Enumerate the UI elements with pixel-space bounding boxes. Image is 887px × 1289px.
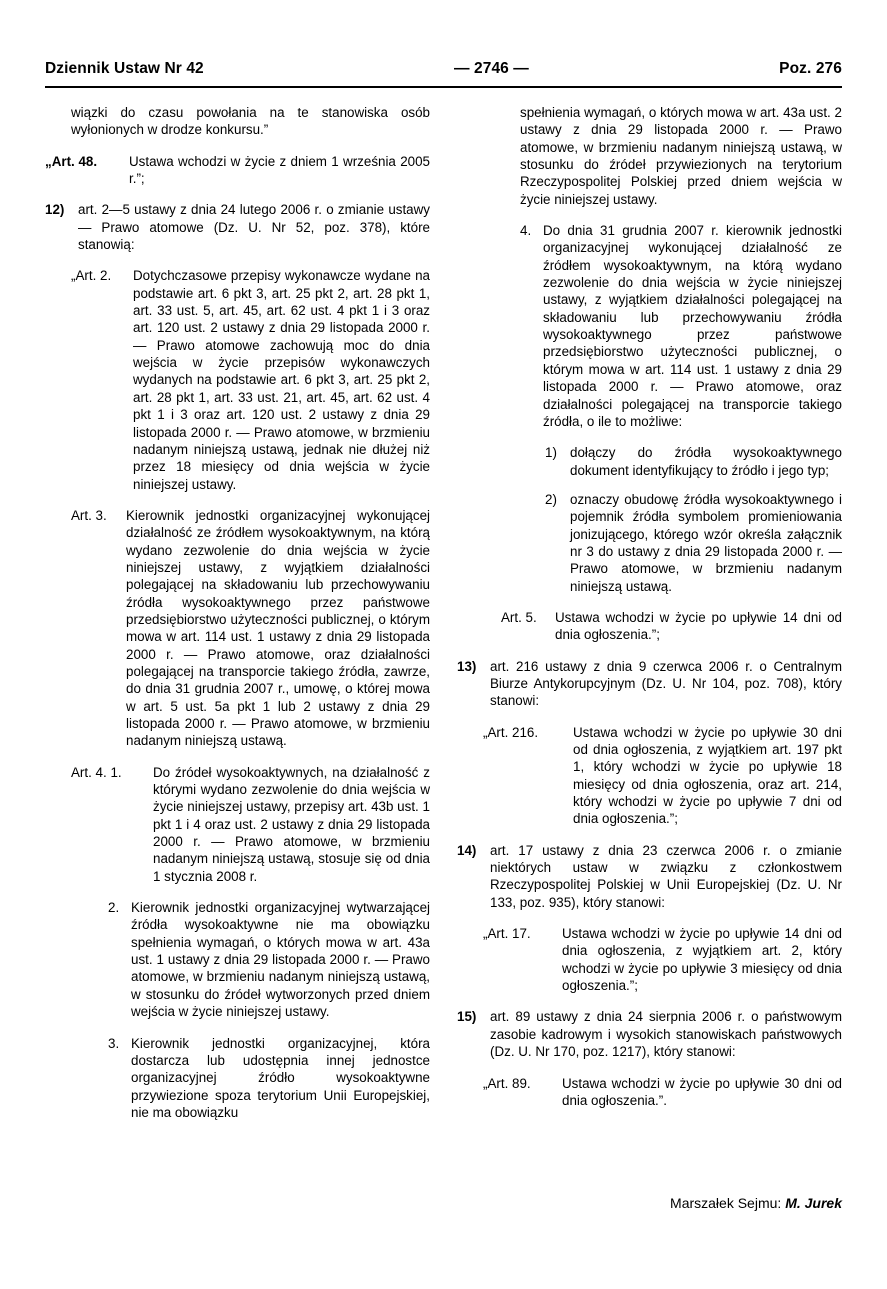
signature-block	[654, 1179, 842, 1227]
signature-role: Marszałek Sejmu:	[670, 1195, 786, 1211]
paragraph-continuation: wiązki do czasu powołania na te stanowiska osób wyłonionych w drodze konkursu.”	[71, 105, 434, 138]
paragraph-continuation-right: spełnienia wymagań, o których mowa w art. 43a ust. 2 ustawy z dnia 29 listopada 2000 r. — Prawo atomowe, w brzmieniu nadanym niniejszą ustawą, w stosunku do źródeł przywiezionych na terytorium Rzeczypospolitej Polskiej przed dniem wejścia w życie niniejszej ustawy.	[520, 105, 846, 207]
article-4-ust-4-marker: 4.	[520, 223, 532, 239]
article-3-marker: Art. 3.	[71, 507, 107, 523]
article-3-text: Kierownik jednostki organizacyjnej wykonującej działalność ze źródłem wysokoaktywnym, na którą wydano zezwolenie do dnia wejścia w życie niniejszej ustawy, z wyjątkiem działalności polegającej na składowaniu lub przechowywaniu źródła wysokoaktywnego przez państwowe przedsiębiorstwo użyteczności publicznej, o którym mowa w art. 114 ust. 1 ustawy z dnia 29 listopada 2000 r. — Prawo atomowe, oraz działalności polegającej na transporcie takiego źródła, zawrze, do dnia 31 grudnia 2007 r., umowę, o której mowa w art. 5 ust. 5a pkt 1 lub 2 ustawy z dnia 29 listopada 2000 r. — Prawo atomowe, w brzmieniu nadanym niniejszą ustawą.	[126, 507, 434, 749]
article-4-pkt-1	[457, 444, 846, 479]
article-4-ust-1	[45, 764, 434, 885]
article-4-ust-2-text: Kierownik jednostki organizacyjnej wytwarzającej źródła wysokoaktywne nie ma obowiązku spełnienia wymagań, o których mowa w art. 43a ust. 1 ustawy z dnia 29 listopada 2000 r. — Prawo atomowe, w brzmieniu nadanym niniejszą ustawą, w stosunku do źródeł wytworzonych przed dniem wejścia w życie niniejszej ustawy.	[131, 900, 434, 1020]
article-4-ust-2	[45, 899, 434, 1020]
left-column	[45, 104, 434, 1135]
list-item-12-text: art. 2—5 ustawy z dnia 24 lutego 2006 r. o zmianie ustawy — Prawo atomowe (Dz. U. Nr 52, poz. 378), które stanowią:	[78, 202, 434, 253]
article-3	[45, 507, 434, 750]
list-item-13	[457, 658, 846, 710]
article-2-text: Dotychczasowe przepisy wykonawcze wydane na podstawie art. 6 pkt 3, art. 25 pkt 2, art. 28 pkt 1, art. 33 ust. 5, art. 45, art. 62 ust. 4 pkt 1 i 3 oraz art. 120 ust. 2 ustawy z dnia 29 listopada 2000 r. — Prawo atomowe zachowują moc do dnia wejścia w życie przepisów wykonawczych wydanych na podstawie art. 6 pkt 3, art. 25 pkt 2, art. 28 pkt 1, art. 33 ust. 21, art. 45, art. 62 ust. 4 pkt 1 i 3 oraz art. 120 ust. 2 ustawy z dnia 29 listopada 2000 r. — Prawo atomowe, w brzmieniu nadanym niniejszą ustawą, jednak nie dłużej niż przez 18 miesięcy od dnia wejścia w życie niniejszej ustawy.	[133, 268, 434, 492]
article-89	[457, 1075, 846, 1110]
header-rule	[45, 86, 842, 88]
article-4-ust-3-text: Kierownik jednostki organizacyjnej, która dostarcza lub udostępnia innej jednostce organizacyjnej źródło wysokoaktywne przywiezione spoza terytorium Unii Europejskiej, nie ma obowiązku	[131, 1035, 434, 1120]
signature-name: M. Jurek	[785, 1195, 842, 1211]
article-4-marker: Art. 4. 1.	[71, 764, 122, 780]
article-4-ust-3	[45, 1035, 434, 1122]
article-89-marker: „Art. 89.	[483, 1075, 531, 1091]
list-item-12	[45, 201, 434, 253]
list-item-15	[457, 1008, 846, 1060]
list-item-13-marker: 13)	[457, 658, 477, 674]
article-4-ust-4	[457, 222, 846, 430]
article-4-pkt-2	[457, 491, 846, 595]
header-item-number: Poz. 276	[779, 60, 842, 77]
article-4-pkt-2-text: oznaczy obudowę źródła wysokoaktywnego i pojemnik źródła symbolem promieniowania jonizującego, którego wzór określa załącznik nr 3 do ustawy z dnia 29 listopada 2000 r. — Prawo atomowe, w brzmieniu nadanym niniejszą ustawą.	[570, 491, 846, 594]
article-4-pkt-2-marker: 2)	[545, 491, 557, 507]
article-17	[457, 925, 846, 994]
article-4-pkt-1-marker: 1)	[545, 445, 557, 461]
article-4-ust-2-marker: 2.	[108, 900, 120, 916]
page-header	[45, 60, 842, 78]
article-216	[457, 724, 846, 828]
article-48-marker: „Art. 48.	[45, 153, 98, 169]
list-item-14-marker: 14)	[457, 842, 477, 858]
article-216-text: Ustawa wchodzi w życie po upływie 30 dni od dnia ogłoszenia, z wyjątkiem art. 197 pkt 1, który wchodzi w życie po upływie 18 miesięcy od dnia ogłoszenia, oraz art. 214, który wchodzi w życie po upływie 7 dni od dnia ogłoszenia.”;	[573, 724, 846, 827]
header-page-number: — 2746 —	[454, 60, 529, 77]
article-17-text: Ustawa wchodzi w życie po upływie 14 dni od dnia ogłoszenia, z wyjątkiem art. 2, który wchodzi w życie po upływie 3 miesięcy od dnia ogłoszenia.”;	[562, 926, 846, 994]
article-216-marker: „Art. 216.	[483, 724, 539, 740]
list-item-14-text: art. 17 ustawy z dnia 23 czerwca 2006 r. o zmianie niektórych ustaw w związku z członkostwem Rzeczypospolitej Polskiej w Unii Europejskiej (Dz. U. Nr 133, poz. 935), który stanowi:	[490, 842, 846, 910]
article-89-text: Ustawa wchodzi w życie po upływie 30 dni od dnia ogłoszenia.”.	[562, 1075, 846, 1108]
list-item-15-marker: 15)	[457, 1009, 477, 1025]
article-2-marker: „Art. 2.	[71, 268, 112, 284]
article-48	[45, 153, 434, 188]
article-4-pkt-1-text: dołączy do źródła wysokoaktywnego dokument identyfikujący to źródło i jego typ;	[570, 445, 846, 478]
list-item-13-text: art. 216 ustawy z dnia 9 czerwca 2006 r. o Centralnym Biurze Antykorupcyjnym (Dz. U. Nr 104, poz. 708), który stanowi:	[490, 658, 846, 709]
list-item-12-marker: 12)	[45, 202, 65, 218]
article-5-text: Ustawa wchodzi w życie po upływie 14 dni od dnia ogłoszenia.”;	[555, 609, 846, 643]
article-4-ust-1-text: Do źródeł wysokoaktywnych, na działalność z którymi wydano zezwolenie do dnia wejścia w życie niniejszej ustawy, przepisy art. 43b ust. 1 pkt 1 i 4 oraz ust. 2 ustawy z dnia 29 listopada 2000 r. — Prawo atomowe, w brzmieniu nadanym niniejszą ustawą, stosuje się od dnia 1 stycznia 2008 r.	[153, 764, 434, 884]
list-item-15-text: art. 89 ustawy z dnia 24 sierpnia 2006 r. o państwowym zasobie kadrowym i wysokich stanowiskach państwowych (Dz. U. Nr 170, poz. 1217), który stanowi:	[490, 1009, 846, 1060]
header-journal-title: Dziennik Ustaw Nr 42	[45, 60, 204, 77]
article-5-marker: Art. 5.	[501, 609, 537, 625]
article-4-ust-4-text: Do dnia 31 grudnia 2007 r. kierownik jednostki organizacyjnej wykonującej działalność ze źródłem wysokoaktywnym, na którą wydano zezwolenie do dnia wejścia w życie niniejszej ustawy, z wyjątkiem działalności polegającej na składowaniu lub przechowywaniu źródła wysokoaktywnego przez państwowe przedsiębiorstwo użyteczności publicznej, o którym mowa w art. 114 ust. 1 ustawy z dnia 29 listopada 2000 r. — Prawo atomowe, oraz działalności polegającej na transporcie takiego źródła, o ile to możliwe:	[543, 223, 846, 429]
article-4-ust-3-marker: 3.	[108, 1035, 120, 1051]
list-item-14	[457, 842, 846, 911]
article-17-marker: „Art. 17.	[483, 926, 531, 942]
body-columns	[45, 104, 846, 1135]
article-48-text: Ustawa wchodzi w życie z dniem 1 września 2005 r.”;	[129, 153, 434, 187]
right-column	[457, 104, 846, 1135]
article-2	[45, 267, 434, 492]
article-5	[457, 609, 846, 644]
